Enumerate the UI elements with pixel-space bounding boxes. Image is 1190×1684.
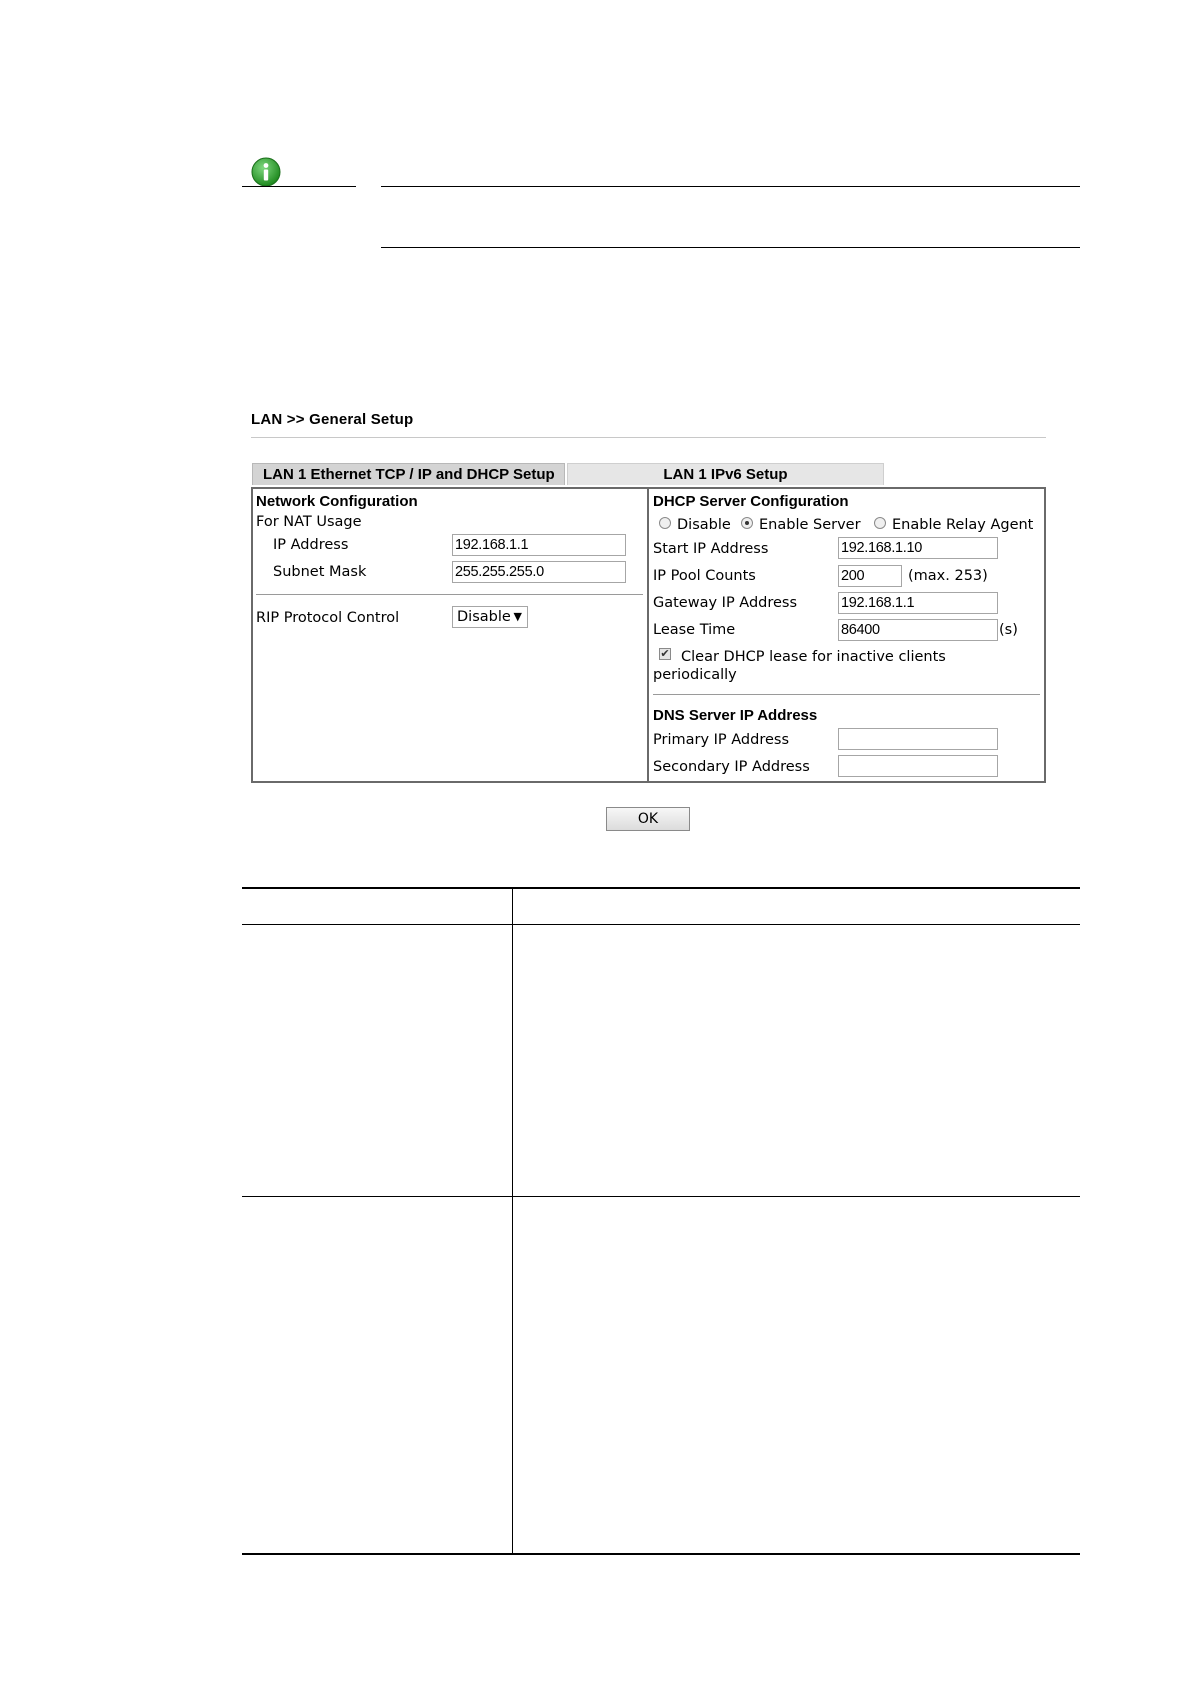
title-divider [251,437,1046,438]
page-title: LAN >> General Setup [251,411,414,428]
secondary-dns-input[interactable] [838,755,998,777]
dhcp-enable-server-label: Enable Server [759,517,861,533]
pool-counts-input[interactable]: 200 [838,565,902,587]
clear-lease-label-line2: periodically [653,667,737,683]
nat-usage-label: For NAT Usage [256,514,362,530]
note-underline-left [242,186,356,187]
dhcp-disable-radio[interactable] [659,517,671,529]
ip-address-input[interactable]: 192.168.1.1 [452,534,626,556]
note-rule-top [381,186,1080,187]
clear-lease-label-line1: Clear DHCP lease for inactive clients [681,649,946,665]
secondary-dns-label: Secondary IP Address [653,759,810,775]
table-bottom-rule [242,1553,1080,1555]
info-icon [251,157,281,187]
lease-time-unit: (s) [999,622,1018,638]
rip-protocol-select[interactable] [452,606,528,628]
chevron-down-icon: ▼ [513,610,522,623]
lease-time-input[interactable]: 86400 [838,619,998,641]
pool-counts-label: IP Pool Counts [653,568,756,584]
primary-dns-label: Primary IP Address [653,732,790,748]
pool-counts-hint: (max. 253) [908,568,988,584]
rip-protocol-label: RIP Protocol Control [256,610,400,626]
dhcp-enable-server-radio[interactable] [741,517,753,529]
network-config-title: Network Configuration [256,493,418,510]
table-top-rule [242,887,1080,889]
table-column-rule [512,887,513,1555]
subnet-mask-label: Subnet Mask [273,564,367,580]
rip-protocol-selected: Disable [457,609,511,625]
gateway-ip-label: Gateway IP Address [653,595,798,611]
dhcp-disable-label: Disable [677,517,731,533]
tab-lan1-ipv6[interactable]: LAN 1 IPv6 Setup [567,463,884,485]
dhcp-config-title: DHCP Server Configuration [653,493,849,510]
ip-address-label: IP Address [273,537,349,553]
start-ip-label: Start IP Address [653,541,769,557]
note-rule-bottom [381,247,1080,248]
tab-lan1-ethernet[interactable]: LAN 1 Ethernet TCP / IP and DHCP Setup [252,463,565,485]
dhcp-dns-divider [653,694,1040,695]
start-ip-input[interactable]: 192.168.1.10 [838,537,998,559]
table-header-rule [242,924,1080,925]
dhcp-relay-agent-radio[interactable] [874,517,886,529]
gateway-ip-input[interactable]: 192.168.1.1 [838,592,998,614]
dns-server-title: DNS Server IP Address [653,707,818,724]
clear-lease-checkbox[interactable]: ✔ [660,647,670,660]
table-row-rule [242,1196,1080,1197]
network-config-panel [251,487,649,783]
dhcp-relay-agent-label: Enable Relay Agent [892,517,1034,533]
network-config-divider [256,594,643,595]
ok-button[interactable]: OK [606,807,690,831]
primary-dns-input[interactable] [838,728,998,750]
subnet-mask-input[interactable]: 255.255.255.0 [452,561,626,583]
lease-time-label: Lease Time [653,622,736,638]
